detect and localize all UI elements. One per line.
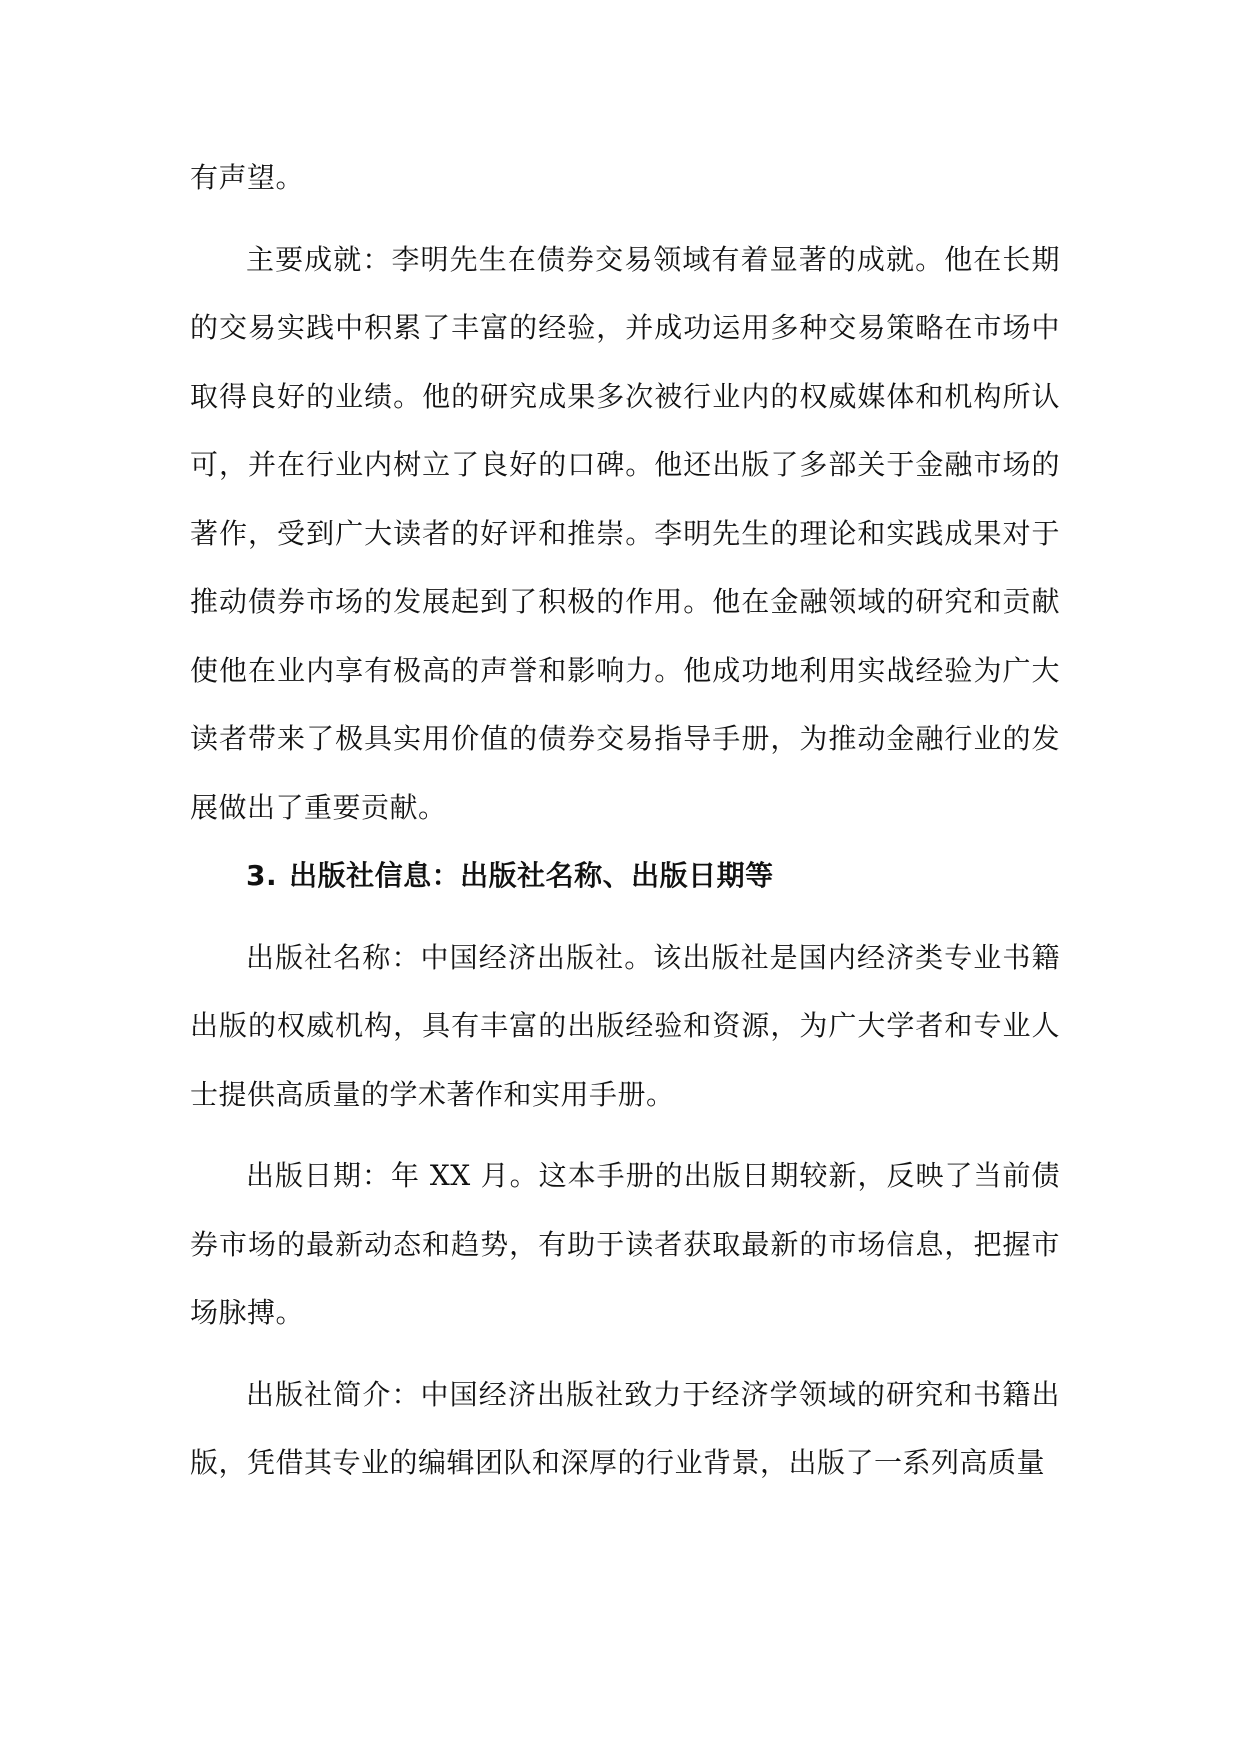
section-title: 出版社信息：出版社名称、出版日期等 [289,859,774,892]
paragraph-continuation: 有声望。 [190,161,305,194]
document-body [190,144,1060,1498]
section-heading [190,842,1060,911]
paragraph-publisher-name: 出版社名称：中国经济出版社。该出版社是国内经济类专业书籍出版的权威机构，具有丰富的出版经验和资源，为广大学者和专业人士提供高质量的学术著作和实用手册。 [190,940,1060,1111]
section-number: 3. [246,859,278,892]
paragraph-publisher-intro: 出版社简介：中国经济出版社致力于经济学领域的研究和书籍出版，凭借其专业的编辑团队和深厚的行业背景，出版了一系列高质量 [190,1377,1060,1479]
paragraph-publish-date: 出版日期：年 XX 月。这本手册的出版日期较新，反映了当前债券市场的最新动态和趋势，有助于读者获取最新的市场信息，把握市场脉搏。 [190,1159,1060,1329]
paragraph-achievements: 主要成就：李明先生在债券交易领域有着显著的成就。他在长期的交易实践中积累了丰富的经验，并成功运用多种交易策略在市场中取得良好的业绩。他的研究成果多次被行业内的权威媒体和机构所认可，并在行业内树立了良好的口碑。他还出版了多部关于金融市场的著作，受到广大读者的好评和推崇。李明先生的理论和实践成果对于推动债券市场的发展起到了积极的作用。他在金融领域的研究和贡献使他在业内享有极高的声誉和影响力。他成功地利用实战经验为广大读者带来了极具实用价值的债券交易指导手册，为推动金融行业的发展做出了重要贡献。 [190,242,1060,824]
